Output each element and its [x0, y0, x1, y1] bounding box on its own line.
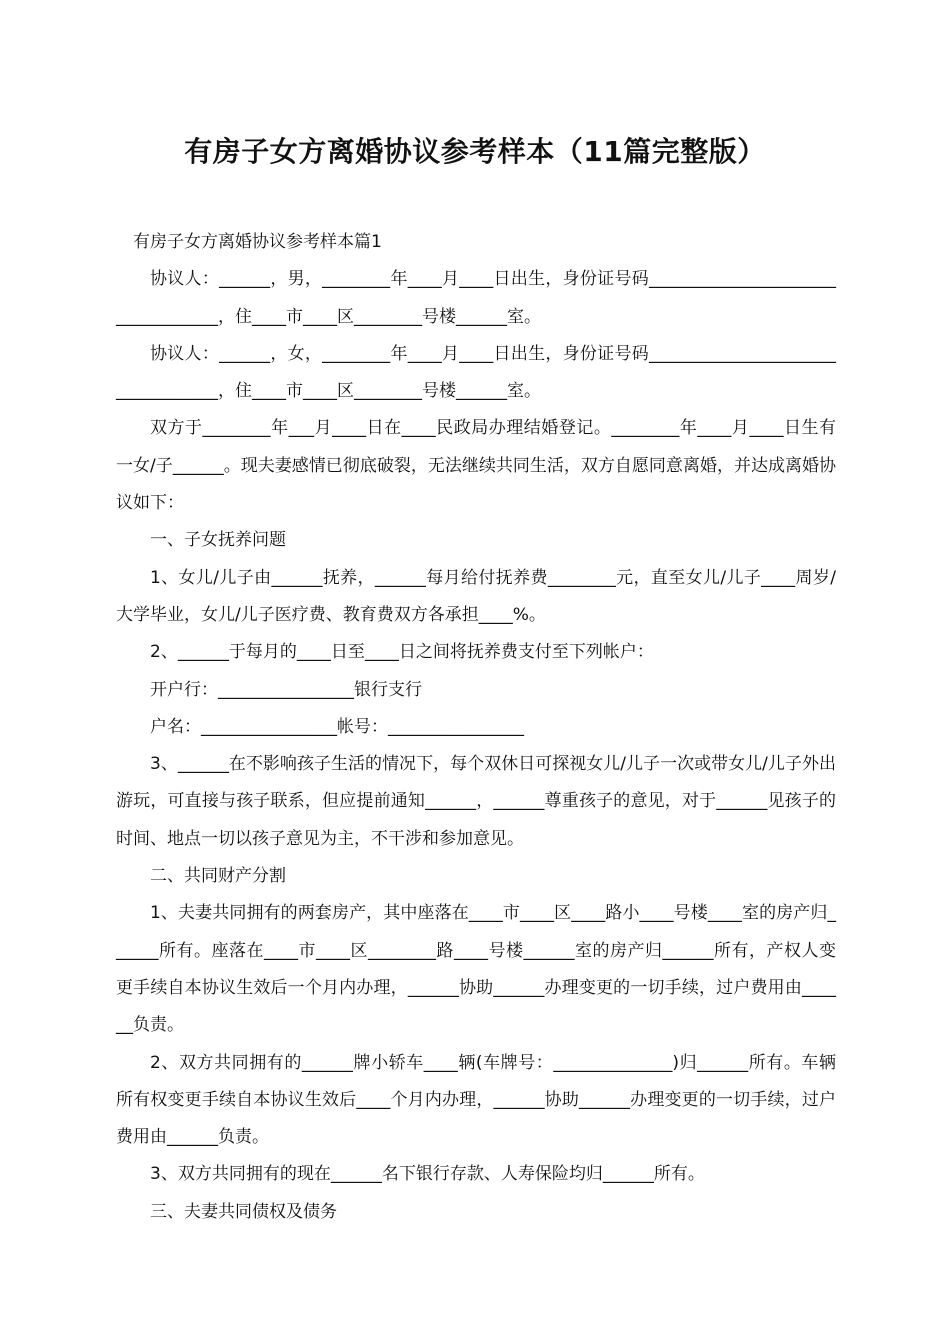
paragraph: 开户行：________________银行支行 [150, 679, 422, 700]
paragraph: 1、女儿/儿子由______抚养，______每月给付抚养费________元，直至女儿/儿子____周岁/大学毕业，女儿/儿子医疗费、教育费双方各承担____%。 [116, 567, 836, 625]
section-heading: 有房子女方离婚协议参考样本篇1 [133, 232, 382, 252]
paragraph: 双方于________年___月____日在____民政局办理结婚登记。________年____月____日生有一女/子______。现夫妻感情已彻底破裂，无法继续共同生活，双方自愿同意离婚，并达成离婚协议如下： [116, 418, 836, 514]
paragraph: 2、双方共同拥有的______牌小轿车____辆(车牌号：______________)归______所有。车辆所有权变更手续自本协议生效后____个月内办理，______协助______办理变更的一切手续，过户费用由______负责。 [116, 1052, 836, 1148]
paragraph: 户名：________________帐号：________________ [150, 716, 524, 737]
document-body [116, 224, 836, 1231]
clause-heading: 一、子女抚养问题 [150, 530, 286, 551]
paragraph: 3、______在不影响孩子生活的情况下，每个双休日可探视女儿/儿子一次或带女儿/儿子外出游玩，可直接与孩子联系，但应提前通知______，______尊重孩子的意见，对于______见孩子的时间、地点一切以孩子意见为主，不干涉和参加意见。 [116, 754, 836, 849]
paragraph: 协议人：______，男，________年____月____日出生，身份证号码__________________________________，住____市____区________号楼______室。 [116, 269, 836, 327]
document-title: 有房子女方离婚协议参考样本（11篇完整版） [184, 135, 766, 168]
paragraph: 协议人：______，女，________年____月____日出生，身份证号码__________________________________，住____市____区________号楼______室。 [116, 343, 836, 402]
clause-heading: 三、夫妻共同债权及债务 [150, 1201, 337, 1222]
clause-heading: 二、共同财产分割 [150, 866, 286, 887]
paragraph: 3、双方共同拥有的现在______名下银行存款、人寿保险均归______所有。 [150, 1164, 705, 1185]
paragraph: 1、夫妻共同拥有的两套房产，其中座落在____市____区____路小____号楼____室的房产归______所有。座落在____市____区________路____号楼______室的房产归______所有，产权人变更手续自本协议生效后一个月内办理，______协助______办理变更的一切手续，过户费用由______负责。 [116, 903, 836, 1036]
paragraph: 2、______于每月的____日至____日之间将抚养费支付至下列帐户： [150, 642, 654, 663]
